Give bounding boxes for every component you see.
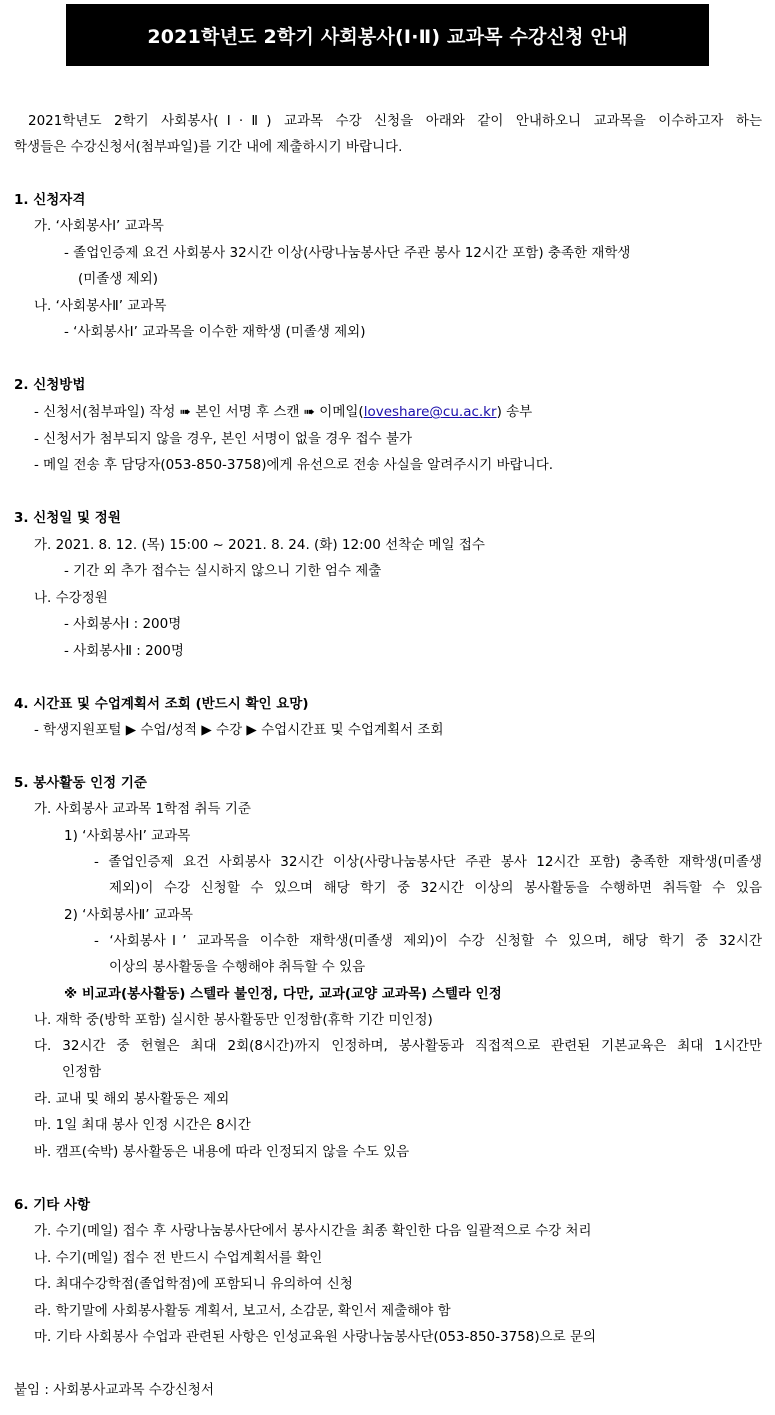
- section-2-item-1: [34, 402, 532, 422]
- section-5-item-ra: 라. 교내 및 해외 봉사활동은 제외: [34, 1091, 230, 1107]
- section-2-item-2: - 신청서가 첨부되지 않을 경우, 본인 서명이 없을 경우 접수 불가: [34, 431, 413, 447]
- section-3-ga-detail: - 기간 외 추가 접수는 실시하지 않으니 기한 엄수 제출: [64, 563, 382, 579]
- section-6-item-ga: 가. 수기(메일) 접수 후 사랑나눔봉사단에서 봉사시간을 최종 확인한 다음 일괄적으로 수강 처리: [34, 1223, 592, 1239]
- section-2-item-1-suffix: ) 송부: [496, 404, 533, 420]
- section-6-item-ma: 마. 기타 사회봉사 수업과 관련된 사항은 인성교육원 사랑나눔봉사단(053-850-3758)으로 문의: [34, 1329, 597, 1345]
- section-3-na-detail-1: - 사회봉사Ⅰ : 200명: [64, 616, 182, 632]
- section-3-heading: 3. 신청일 및 정원: [14, 510, 121, 526]
- intro-line-2: 학생들은 수강신청서(첨부파일)를 기간 내에 제출하시기 바랍니다.: [14, 139, 403, 155]
- section-1-heading: 1. 신청자격: [14, 192, 86, 208]
- section-5-sub-1-detail: - 졸업인증제 요건 사회봉사 32시간 이상(사랑나눔봉사단 주관 봉사 12시간 포함) 충족한 재학생(미졸생: [94, 854, 762, 870]
- section-5-sub-1-detail-cont: 제외)이 수강 신청할 수 있으며 해당 학기 중 32시간 이상의 봉사활동을 수행하면 취득할 수 있음: [109, 880, 762, 896]
- section-2-heading: 2. 신청방법: [14, 377, 86, 393]
- section-5-item-da-cont: 인정함: [62, 1064, 102, 1080]
- section-6-heading: 6. 기타 사항: [14, 1197, 91, 1213]
- section-3-item-na: 나. 수강정원: [34, 590, 108, 606]
- section-5-item-ba: 바. 캠프(숙박) 봉사활동은 내용에 따라 인정되지 않을 수도 있음: [34, 1144, 410, 1160]
- section-5-sub-2-detail: - ‘사회봉사Ⅰ’ 교과목을 이수한 재학생(미졸생 제외)이 수강 신청할 수 있으며, 해당 학기 중 32시간: [94, 933, 762, 949]
- section-5-sub-1: 1) ‘사회봉사Ⅰ’ 교과목: [64, 828, 191, 844]
- section-1-item-na: 나. ‘사회봉사Ⅱ’ 교과목: [34, 298, 167, 314]
- section-1-ga-detail: - 졸업인증제 요건 사회봉사 32시간 이상(사랑나눔봉사단 주관 봉사 12시간 포함) 충족한 재학생: [64, 245, 631, 261]
- section-6-item-ra: 라. 학기말에 사회봉사활동 계획서, 보고서, 소감문, 확인서 제출해야 함: [34, 1303, 451, 1319]
- section-3-item-ga: 가. 2021. 8. 12. (목) 15:00 ~ 2021. 8. 24. (화) 12:00 선착순 메일 접수: [34, 537, 485, 553]
- section-4-heading: 4. 시간표 및 수업계획서 조회 (반드시 확인 요망): [14, 696, 309, 712]
- section-5-item-da: 다. 32시간 중 헌혈은 최대 2회(8시간)까지 인정하며, 봉사활동과 직접적으로 관련된 기본교육은 최대 1시간만: [34, 1038, 762, 1054]
- email-link[interactable]: loveshare@cu.ac.kr: [363, 404, 497, 420]
- attachment-note: 붙임 : 사회봉사교과목 수강신청서: [14, 1382, 214, 1398]
- section-3-na-detail-2: - 사회봉사Ⅱ : 200명: [64, 643, 184, 659]
- section-5-note: ※ 비교과(봉사활동) 스텔라 불인정, 다만, 교과(교양 교과목) 스텔라 인정: [64, 986, 502, 1002]
- section-5-item-ga: 가. 사회봉사 교과목 1학점 취득 기준: [34, 801, 251, 817]
- section-5-sub-2-detail-cont: 이상의 봉사활동을 수행해야 취득할 수 있음: [109, 959, 366, 975]
- section-5-item-na: 나. 재학 중(방학 포함) 실시한 봉사활동만 인정함(휴학 기간 미인정): [34, 1012, 433, 1028]
- section-5-heading: 5. 봉사활동 인정 기준: [14, 775, 147, 791]
- section-1-na-detail: - ‘사회봉사Ⅰ’ 교과목을 이수한 재학생 (미졸생 제외): [64, 324, 366, 340]
- intro-line-1: 2021학년도 2학기 사회봉사(Ⅰ·Ⅱ) 교과목 수강 신청을 아래와 같이 안내하오니 교과목을 이수하고자 하는: [28, 113, 762, 129]
- section-5-item-ma: 마. 1일 최대 봉사 인정 시간은 8시간: [34, 1117, 251, 1133]
- section-5-sub-2: 2) ‘사회봉사Ⅱ’ 교과목: [64, 907, 193, 923]
- section-6-item-na: 나. 수기(메일) 접수 전 반드시 수업계획서를 확인: [34, 1250, 323, 1266]
- section-4-item-1: - 학생지원포털 ▶ 수업/성적 ▶ 수강 ▶ 수업시간표 및 수업계획서 조회: [34, 722, 444, 738]
- section-2-item-1-text: - 신청서(첨부파일) 작성 ➠ 본인 서명 후 스캔 ➠ 이메일(: [34, 404, 364, 420]
- page-title: 2021학년도 2학기 사회봉사(Ⅰ·Ⅱ) 교과목 수강신청 안내: [66, 4, 709, 66]
- section-6-item-da: 다. 최대수강학점(졸업학점)에 포함되니 유의하여 신청: [34, 1276, 353, 1292]
- section-1-ga-detail-cont: (미졸생 제외): [78, 271, 159, 287]
- section-1-item-ga: 가. ‘사회봉사Ⅰ’ 교과목: [34, 218, 164, 234]
- section-2-item-3: - 메일 전송 후 담당자(053-850-3758)에게 유선으로 전송 사실을 알려주시기 바랍니다.: [34, 457, 554, 473]
